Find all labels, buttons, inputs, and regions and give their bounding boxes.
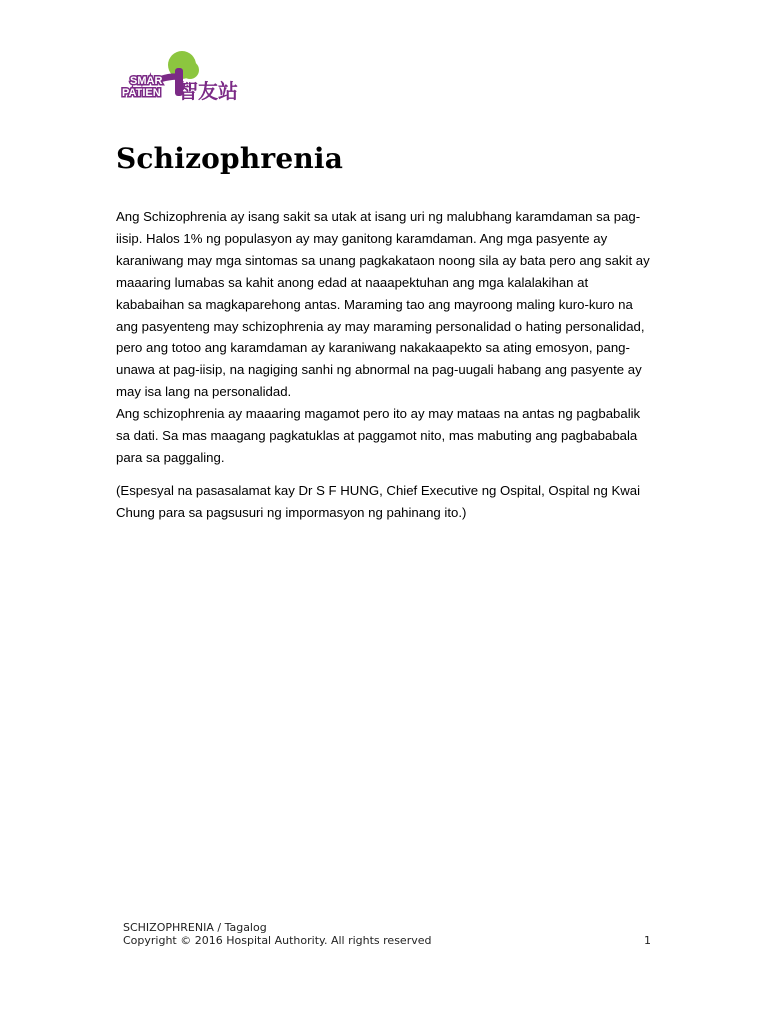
smart-patient-logo bbox=[120, 50, 246, 106]
logo-text-line2: PATIEN bbox=[122, 87, 161, 99]
logo-text-chinese: 智友站 bbox=[178, 79, 238, 103]
page-number: 1 bbox=[644, 934, 651, 947]
body-paragraph-2: Ang schizophrenia ay maaaring magamot pero ito ay may mataas na antas ng pagbabalik sa dati. Sa mas maagang pagkatuklas at paggamot nito, mas mabuting ang pagbababala para sa paggaling. bbox=[116, 406, 641, 465]
body-paragraph-1: Ang Schizophrenia ay isang sakit sa utak at isang uri ng malubhang karamdaman sa pag-iisip. Halos 1% ng populasyon ay may ganitong karamdaman. Ang mga pasyente ay karaniwang may mga sintomas sa unang pagkakataon noong sila ay bata pero ang sakit ay maaaring lumabas sa kahit anong edad at naaapektuhan ang mga kalalakihan at kababaihan sa magkaparehong antas. Maraming tao ang mayroong maling kuro-kuro na ang pasyenteng may schizophrenia ay may maraming personalidad o hating personalidad, pero ang totoo ang karamdaman ay karaniwang nakakaapekto sa ating emosyon, pang-unawa at pag-iisip, na nagiging sanhi ng abnormal na pag-uugali habang ang pasyente ay may isa lang na personalidad. bbox=[116, 209, 650, 400]
document-body bbox=[116, 206, 656, 524]
smart-patient-logo-graphic bbox=[120, 50, 246, 106]
footer-copyright: Copyright © 2016 Hospital Authority. All rights reserved bbox=[123, 934, 432, 947]
page-title: Schizophrenia bbox=[116, 142, 344, 175]
page-footer bbox=[123, 921, 651, 947]
footer-document-title: SCHIZOPHRENIA / Tagalog bbox=[123, 921, 267, 934]
logo-text-line1: SMAR bbox=[130, 75, 163, 87]
acknowledgement-paragraph: (Espesyal na pasasalamat kay Dr S F HUNG, Chief Executive ng Ospital, Ospital ng Kwai Chung para sa pagsusuri ng impormasyon ng pahinang ito.) bbox=[116, 482, 641, 520]
